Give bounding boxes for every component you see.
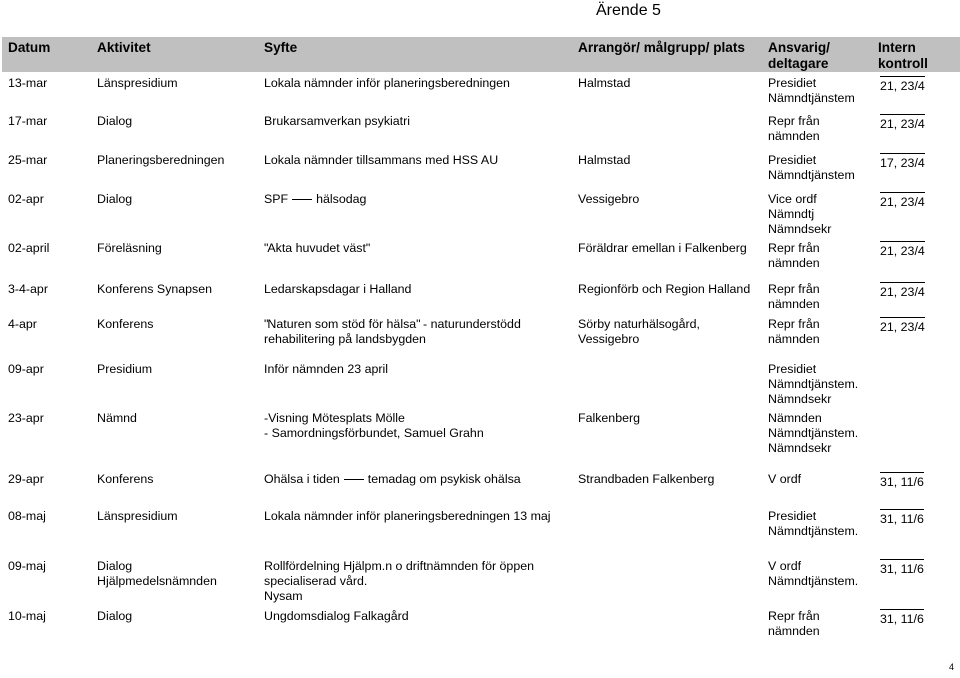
cell-datum: 02-apr	[8, 192, 44, 206]
cell-arrangor	[572, 555, 762, 605]
cell-aktivitet: Dialog	[97, 192, 133, 206]
dash-separator	[344, 479, 364, 480]
cell-aktivitet: Länspresidium	[97, 76, 178, 90]
cell-aktivitet: Dialog Hjälpmedelsnämnden	[97, 559, 217, 588]
intern-value: 17, 23/4	[880, 153, 925, 171]
cell-intern	[872, 110, 960, 149]
cell-syfte: Rollfördelning Hjälpm.n o driftnämnden för öppen specialiserad vård. Nysam	[264, 559, 534, 603]
cell-ansvarig: Repr från nämnden	[768, 114, 820, 143]
cell-intern	[872, 188, 960, 237]
cell-arrangor: Strandbaden Falkenberg	[578, 472, 715, 486]
cell-datum: 09-maj	[8, 559, 46, 573]
cell-syfte: Lokala nämnder inför planeringsberedningen 13 maj	[264, 509, 551, 523]
cell-datum: 10-maj	[8, 609, 46, 623]
cell-syfte: Lokala nämnder tillsammans med HSS AU	[264, 153, 499, 167]
cell-arrangor	[572, 505, 762, 555]
cell-syfte	[258, 188, 572, 237]
intern-value: 21, 23/4	[880, 241, 925, 259]
syfte-part-b: temadag om psykisk ohälsa	[367, 472, 521, 486]
syfte-text: Naturen som stöd för hälsa	[267, 317, 417, 331]
syfte-rest: - naturunderstödd rehabilitering på landsbygden	[264, 317, 521, 346]
cell-ansvarig: Presidiet Nämndtjänstem. Nämndsekr	[768, 362, 859, 406]
table-row	[2, 72, 960, 110]
quote-open: "	[264, 317, 268, 331]
cell-arrangor: Föräldrar emellan i Falkenberg	[578, 241, 747, 255]
cell-syfte: Lokala nämnder inför planeringsberedningen	[264, 76, 510, 90]
intern-value: 21, 23/4	[880, 317, 925, 335]
intern-value: 21, 23/4	[880, 282, 925, 300]
col-header-aktivitet: Aktivitet	[97, 40, 151, 55]
cell-syfte: Ungdomsdialog Falkagård	[264, 609, 409, 623]
syfte-text: Akta huvudet väst	[267, 241, 366, 255]
table-header-row	[2, 37, 960, 72]
cell-intern	[872, 505, 960, 555]
cell-arrangor	[572, 358, 762, 407]
cell-aktivitet: Presidium	[97, 362, 153, 376]
cell-datum: 02-april	[8, 241, 50, 255]
cell-syfte	[258, 313, 572, 358]
cell-ansvarig: Vice ordf Nämndtj Nämndsekr	[768, 192, 832, 236]
cell-aktivitet: Planeringsberedningen	[97, 153, 225, 167]
cell-syfte	[258, 468, 572, 505]
cell-arrangor	[572, 605, 762, 643]
cell-aktivitet: Föreläsning	[97, 241, 162, 255]
cell-aktivitet: Dialog	[97, 114, 133, 128]
dash-separator	[292, 199, 312, 200]
table-row	[2, 555, 960, 605]
cell-ansvarig: V ordf Nämndtjänstem.	[768, 559, 859, 588]
cell-intern	[872, 149, 960, 188]
intern-value: 31, 11/6	[880, 609, 924, 627]
syfte-part-a: Ohälsa i tiden	[264, 472, 340, 486]
table-row	[2, 505, 960, 555]
cell-syfte: Brukarsamverkan psykiatri	[264, 114, 410, 128]
cell-aktivitet: Konferens	[97, 472, 154, 486]
quote-open: "	[264, 241, 268, 255]
cell-intern	[872, 555, 960, 605]
intern-value: 31, 11/6	[880, 472, 924, 490]
cell-intern	[872, 278, 960, 313]
cell-ansvarig: Repr från nämnden	[768, 609, 820, 638]
syfte-part-b: hälsodag	[316, 192, 367, 206]
table-row	[2, 278, 960, 313]
cell-ansvarig: Repr från nämnden	[768, 241, 820, 270]
cell-datum: 23-apr	[8, 411, 44, 425]
cell-datum: 13-mar	[8, 76, 48, 90]
cell-aktivitet: Länspresidium	[97, 509, 178, 523]
cell-syfte: Inför nämnden 23 april	[264, 362, 388, 376]
cell-aktivitet: Nämnd	[97, 411, 137, 425]
cell-aktivitet: Dialog	[97, 609, 133, 623]
table-row	[2, 468, 960, 505]
cell-aktivitet: Konferens	[97, 317, 154, 331]
table-row	[2, 237, 960, 278]
cell-intern	[872, 605, 960, 643]
quote-close: "	[416, 317, 420, 331]
cell-intern	[872, 358, 960, 407]
table-row	[2, 358, 960, 407]
cell-intern	[872, 72, 960, 110]
cell-datum: 17-mar	[8, 114, 48, 128]
syfte-part-a: SPF	[264, 192, 289, 206]
cell-arrangor	[572, 110, 762, 149]
cell-ansvarig: V ordf	[768, 472, 802, 486]
cell-datum: 4-apr	[8, 317, 37, 331]
quote-close: "	[365, 241, 370, 255]
document-title: Ärende 5	[596, 2, 661, 19]
cell-syfte: Ledarskapsdagar i Halland	[264, 282, 412, 296]
intern-value: 31, 11/6	[880, 559, 924, 577]
cell-arrangor: Halmstad	[578, 76, 631, 90]
col-header-syfte: Syfte	[264, 40, 298, 55]
cell-syfte: -Visning Mötesplats Mölle - Samordningsförbundet, Samuel Grahn	[264, 411, 484, 440]
table-row	[2, 407, 960, 468]
cell-datum: 25-mar	[8, 153, 48, 167]
table-row	[2, 149, 960, 188]
cell-intern	[872, 468, 960, 505]
intern-value: 21, 23/4	[880, 76, 925, 94]
cell-arrangor: Regionförb och Region Halland	[578, 282, 751, 296]
intern-value: 31, 11/6	[880, 509, 924, 527]
cell-arrangor: Sörby naturhälsogård, Vessigebro	[578, 317, 700, 346]
table-row	[2, 188, 960, 237]
table-row	[2, 110, 960, 149]
cell-arrangor: Halmstad	[578, 153, 631, 167]
cell-ansvarig: Nämnden Nämndtjänstem. Nämndsekr	[768, 411, 859, 455]
col-header-arrangor: Arrangör/ målgrupp/ plats	[578, 40, 745, 55]
cell-aktivitet: Konferens Synapsen	[97, 282, 213, 296]
cell-datum: 08-maj	[8, 509, 46, 523]
intern-value: 21, 23/4	[880, 114, 925, 132]
intern-value: 21, 23/4	[880, 192, 925, 210]
cell-arrangor: Vessigebro	[578, 192, 640, 206]
cell-ansvarig: Repr från nämnden	[768, 282, 820, 311]
page-number: 4	[948, 662, 954, 672]
cell-ansvarig: Presidiet Nämndtjänstem	[768, 153, 855, 182]
cell-ansvarig: Presidiet Nämndtjänstem	[768, 76, 855, 105]
cell-ansvarig: Presidiet Nämndtjänstem.	[768, 509, 859, 538]
cell-datum: 3-4-apr	[8, 282, 48, 296]
cell-datum: 09-apr	[8, 362, 44, 376]
cell-intern	[872, 313, 960, 358]
col-header-datum: Datum	[8, 40, 51, 55]
col-header-intern: Intern kontroll	[878, 40, 928, 71]
cell-datum: 29-apr	[8, 472, 44, 486]
table-row	[2, 605, 960, 643]
cell-intern	[872, 237, 960, 278]
cell-ansvarig: Repr från nämnden	[768, 317, 820, 346]
table-row	[2, 313, 960, 358]
col-header-ansvarig: Ansvarig/ deltagare	[768, 40, 830, 71]
cell-intern	[872, 407, 960, 468]
cell-arrangor: Falkenberg	[578, 411, 640, 425]
cell-syfte	[258, 237, 572, 278]
activity-table	[2, 37, 960, 643]
